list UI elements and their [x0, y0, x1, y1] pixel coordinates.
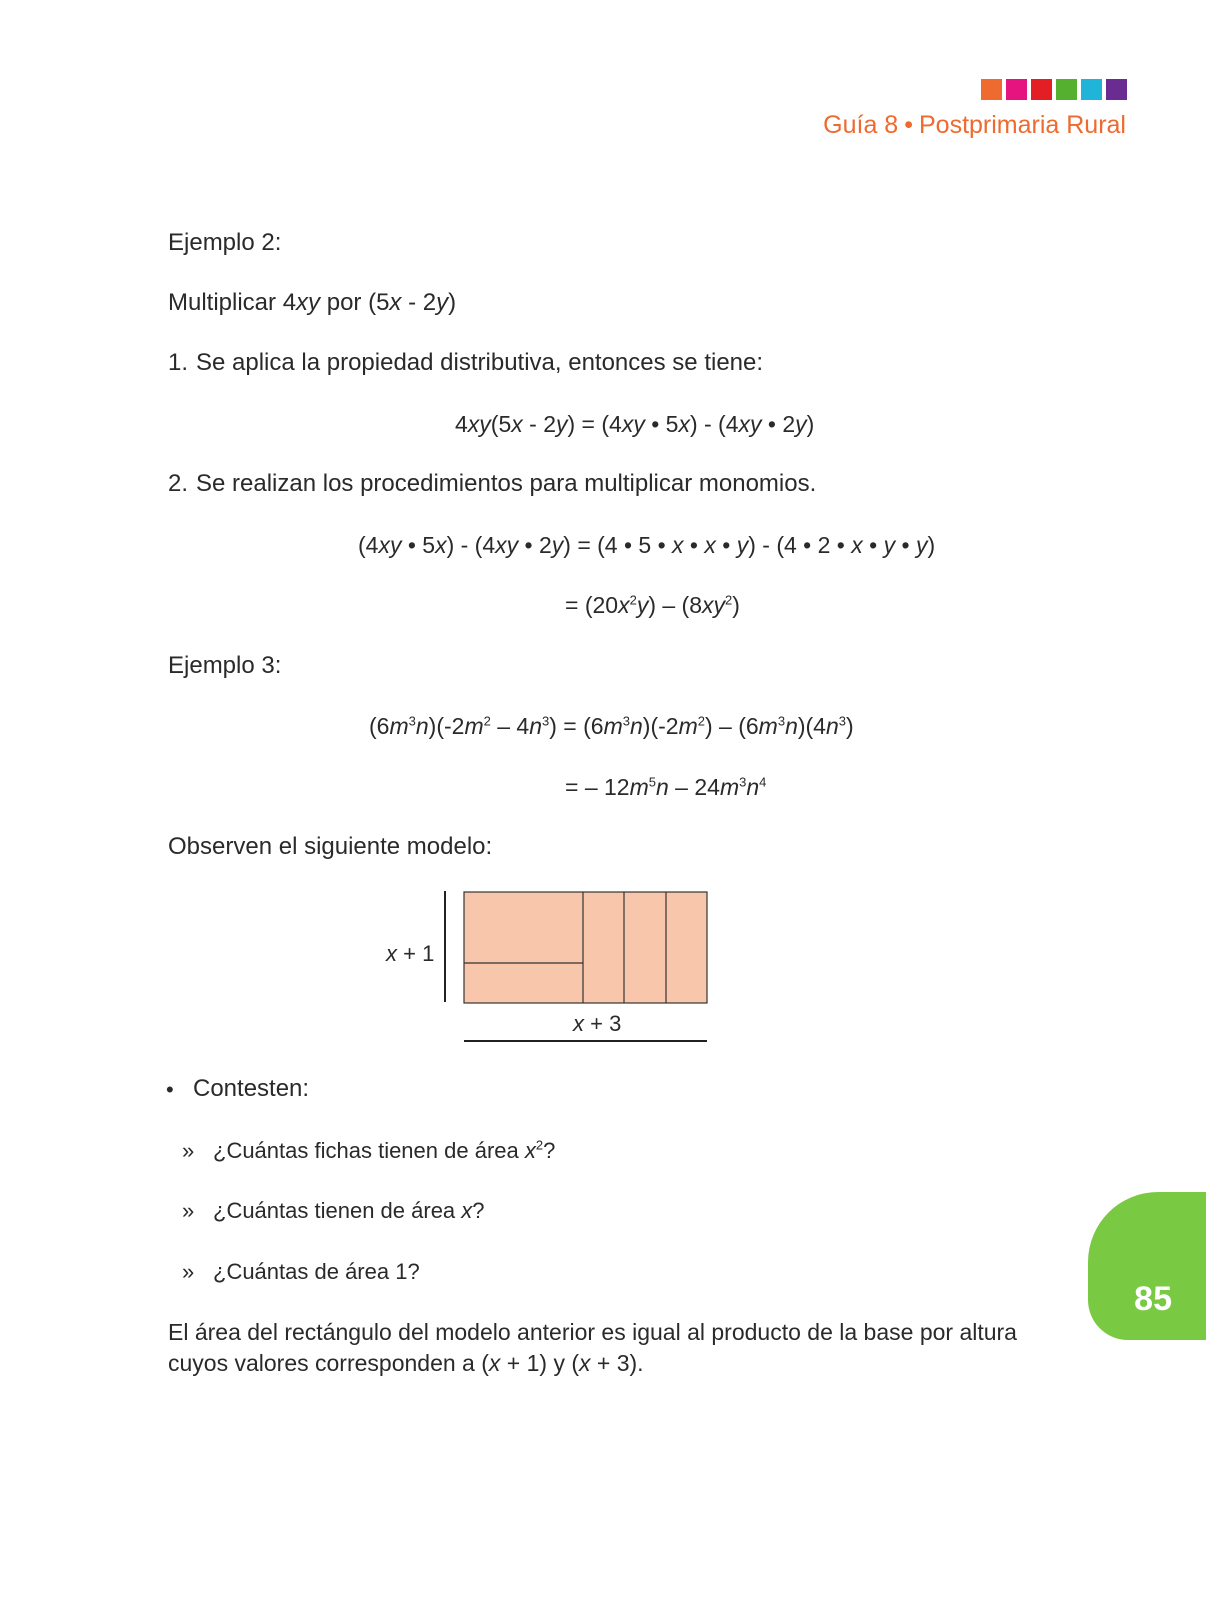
example2-title: Ejemplo 2: — [168, 229, 282, 256]
color-square — [1106, 79, 1127, 100]
question-1: ¿Cuántas fichas tienen de área $x^2$? — [213, 1137, 556, 1163]
page-number: 85 — [1134, 1280, 1172, 1318]
step-1 — [168, 349, 763, 377]
color-square — [1056, 79, 1077, 100]
step-text: Se aplica la propiedad distributiva, entonces se tiene: — [196, 349, 764, 376]
equation-monomials: (4xy • 5x) - (4xy • 2y) = (4 • 5 • x • x • y) - (4 • 2 • x • y • y) — [358, 532, 936, 558]
color-square — [1081, 79, 1102, 100]
color-squares — [981, 79, 1127, 100]
rectangle-model — [464, 892, 707, 1003]
header-separator: • — [904, 111, 913, 139]
questions-title: Contesten: — [193, 1075, 310, 1102]
equation-result-3: = – $12m^5n - 24m^3n^4$ — [565, 774, 767, 800]
color-square — [1031, 79, 1052, 100]
height-label: x + 1 — [386, 941, 435, 966]
question-3: ¿Cuántas de área 1? — [213, 1259, 420, 1284]
model-intro: Observen el siguiente modelo: — [168, 833, 493, 860]
step-2 — [168, 470, 816, 498]
question-marker: » — [182, 1259, 195, 1284]
bullet-icon: • — [166, 1077, 174, 1102]
conclusion-line-1: El área del rectángulo del modelo anterior es igual al producto de la base por altura — [168, 1319, 1017, 1345]
base-label: x + 3 — [573, 1011, 622, 1036]
question-2: ¿Cuántas tienen de área x? — [213, 1198, 485, 1223]
example2-statement: Multiplicar 4xy por (5x - 2y) — [168, 289, 457, 316]
running-header — [823, 111, 1126, 140]
step-number: 2. — [168, 470, 189, 497]
conclusion-line-2: cuyos valores corresponden a (x + 1) y (x + 3). — [168, 1350, 644, 1376]
example3-title: Ejemplo 3: — [168, 652, 282, 679]
step-number: 1. — [168, 349, 189, 376]
question-marker: » — [182, 1198, 195, 1223]
program-label: Postprimaria Rural — [918, 111, 1126, 139]
equation-example3: $(6m^3n)(-2m^2 - 4n^3) = (6m^3n)(-2m^2) - (6m^3n)(4n^3)$ — [369, 713, 854, 739]
question-marker: » — [182, 1138, 195, 1163]
equation-result-2: = $(20x^2y) - (8xy^2)$ — [565, 592, 740, 618]
color-square — [1006, 79, 1027, 100]
equation-distributive: 4xy(5x - 2y) = (4xy • 5x) - (4xy • 2y) — [455, 411, 815, 437]
color-square — [981, 79, 1002, 100]
guide-label: Guía 8 — [823, 111, 899, 139]
step-text: Se realizan los procedimientos para multiplicar monomios. — [196, 470, 817, 497]
